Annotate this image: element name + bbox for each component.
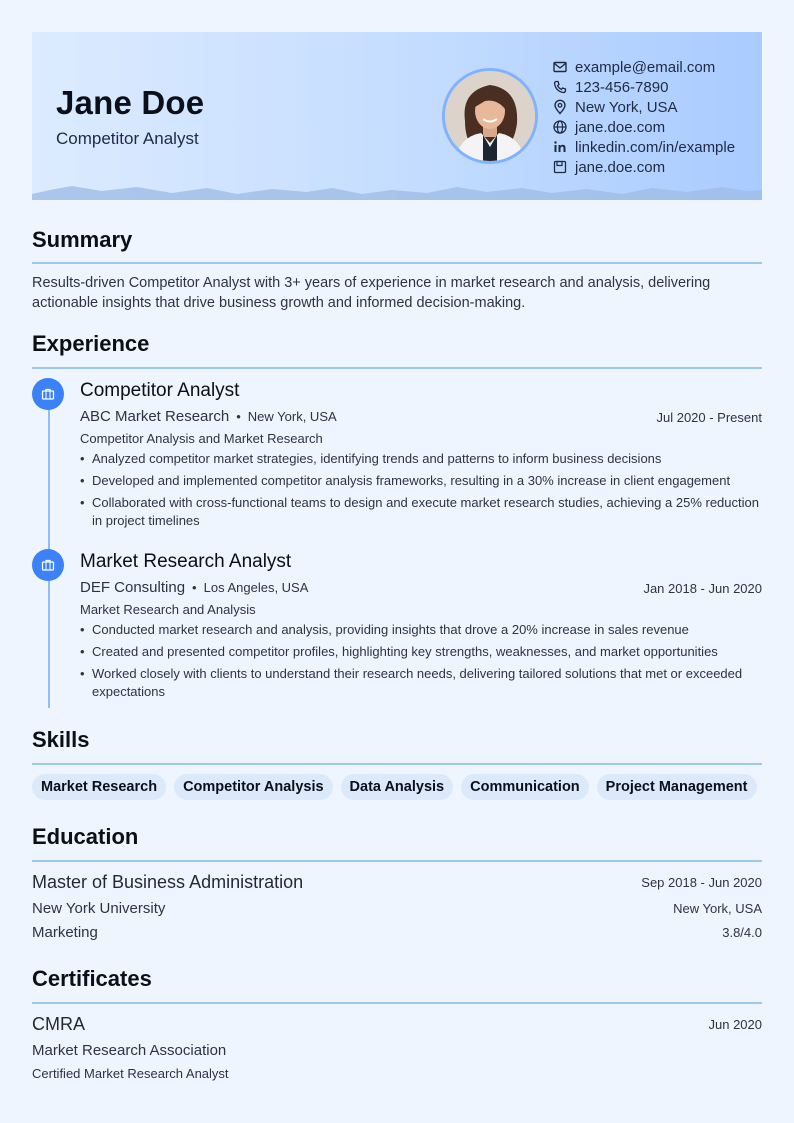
certificate-name: CMRA bbox=[32, 1014, 85, 1034]
certificate-issuer-row bbox=[32, 1042, 762, 1059]
separator-dot: • bbox=[192, 580, 197, 595]
school-name: New York University bbox=[32, 900, 166, 917]
certificates-heading: Certificates bbox=[32, 966, 152, 991]
job-bullets bbox=[80, 621, 762, 701]
job-focus: Competitor Analysis and Market Research bbox=[80, 431, 323, 446]
job-location: New York, USA bbox=[247, 409, 337, 424]
candidate-role: Competitor Analyst bbox=[56, 129, 199, 148]
degree-name: Master of Business Administration bbox=[32, 872, 304, 892]
linkedin-icon bbox=[552, 139, 568, 155]
mail-icon bbox=[552, 59, 568, 75]
section-divider bbox=[32, 262, 762, 264]
job-focus: Market Research and Analysis bbox=[80, 602, 256, 617]
separator-dot: • bbox=[236, 409, 241, 424]
contact-location bbox=[552, 97, 735, 117]
job-title: Competitor Analyst bbox=[80, 380, 240, 401]
experience-heading: Experience bbox=[32, 331, 150, 356]
company-name: DEF Consulting bbox=[80, 579, 186, 596]
location-pin-icon bbox=[552, 99, 568, 115]
contact-text: jane.doe.com bbox=[575, 118, 666, 136]
list-item: • Conducted market research and analysis, providing insights that drove a 20% increase in sales revenue bbox=[80, 621, 762, 639]
contact-text: 123-456-7890 bbox=[575, 78, 669, 96]
skill-tag: Project Management bbox=[597, 774, 757, 800]
certificate-date: Jun 2020 bbox=[708, 1017, 762, 1032]
certificate-row bbox=[32, 1014, 762, 1035]
job-dates: Jan 2018 - Jun 2020 bbox=[643, 580, 762, 596]
contact-website[interactable] bbox=[552, 117, 735, 137]
contact-text: jane.doe.com bbox=[575, 158, 666, 176]
job-meta bbox=[80, 577, 762, 599]
field-of-study: Marketing bbox=[32, 924, 98, 941]
skill-tag: Competitor Analysis bbox=[174, 774, 332, 800]
contact-portfolio[interactable] bbox=[552, 157, 735, 177]
section-divider bbox=[32, 860, 762, 862]
job-dates: Jul 2020 - Present bbox=[656, 409, 762, 425]
job-location: Los Angeles, USA bbox=[203, 580, 309, 595]
contact-phone[interactable] bbox=[552, 77, 735, 97]
globe-icon bbox=[552, 119, 568, 135]
contact-text: example@email.com bbox=[575, 58, 716, 76]
job-meta bbox=[80, 406, 762, 428]
experience-entry bbox=[80, 551, 762, 705]
list-item: • Created and presented competitor profiles, highlighting key strengths, weaknesses, and market opportunities bbox=[80, 643, 762, 661]
certificate-description: Certified Market Research Analyst bbox=[32, 1066, 229, 1081]
contact-text: New York, USA bbox=[575, 98, 678, 116]
timeline-marker bbox=[32, 378, 64, 410]
portrait-image bbox=[445, 71, 535, 161]
experience-entry bbox=[80, 380, 762, 534]
contact-list bbox=[552, 57, 735, 177]
education-heading: Education bbox=[32, 824, 139, 849]
job-bullets bbox=[80, 450, 762, 530]
timeline-marker bbox=[32, 549, 64, 581]
briefcase-icon bbox=[41, 387, 55, 401]
list-item: • Developed and implemented competitor analysis frameworks, resulting in a 30% increase in client engagement bbox=[80, 472, 762, 490]
portfolio-icon bbox=[552, 159, 568, 175]
mountain-decoration bbox=[32, 182, 762, 200]
resume-header bbox=[32, 32, 762, 200]
skill-tag: Communication bbox=[461, 774, 589, 800]
list-item: • Collaborated with cross-functional teams to design and execute market research studies, achieving a 25% reduction in project timelines bbox=[80, 494, 762, 530]
phone-icon bbox=[552, 79, 568, 95]
skill-tag: Market Research bbox=[32, 774, 166, 800]
skills-heading: Skills bbox=[32, 727, 90, 752]
profile-photo bbox=[442, 68, 538, 164]
gpa: 3.8/4.0 bbox=[722, 925, 762, 940]
briefcase-icon bbox=[41, 558, 55, 572]
skill-tag: Data Analysis bbox=[341, 774, 454, 800]
education-school-row bbox=[32, 900, 762, 917]
contact-email[interactable] bbox=[552, 57, 735, 77]
school-location: New York, USA bbox=[673, 901, 762, 916]
job-title: Market Research Analyst bbox=[80, 551, 292, 572]
candidate-name: Jane Doe bbox=[56, 84, 205, 121]
section-divider bbox=[32, 367, 762, 369]
summary-text: Results-driven Competitor Analyst with 3+ years of experience in market research and analysis, delivering actionable insights that drive business growth and informed decision-making. bbox=[32, 275, 711, 311]
section-divider bbox=[32, 1002, 762, 1004]
education-dates: Sep 2018 - Jun 2020 bbox=[641, 875, 762, 890]
education-field-row bbox=[32, 924, 762, 941]
summary-heading: Summary bbox=[32, 227, 133, 252]
certificate-issuer: Market Research Association bbox=[32, 1042, 227, 1059]
list-item: • Worked closely with clients to understand their research needs, delivering tailored solutions that met or exceeded expectations bbox=[80, 665, 762, 701]
contact-text: linkedin.com/in/example bbox=[575, 138, 736, 156]
certificate-desc-row bbox=[32, 1066, 762, 1081]
company-name: ABC Market Research bbox=[80, 408, 230, 425]
contact-linkedin[interactable] bbox=[552, 137, 735, 157]
section-divider bbox=[32, 763, 762, 765]
skills-list bbox=[32, 774, 757, 800]
education-degree-row bbox=[32, 872, 762, 893]
list-item: • Analyzed competitor market strategies, identifying trends and patterns to inform business decisions bbox=[80, 450, 762, 468]
